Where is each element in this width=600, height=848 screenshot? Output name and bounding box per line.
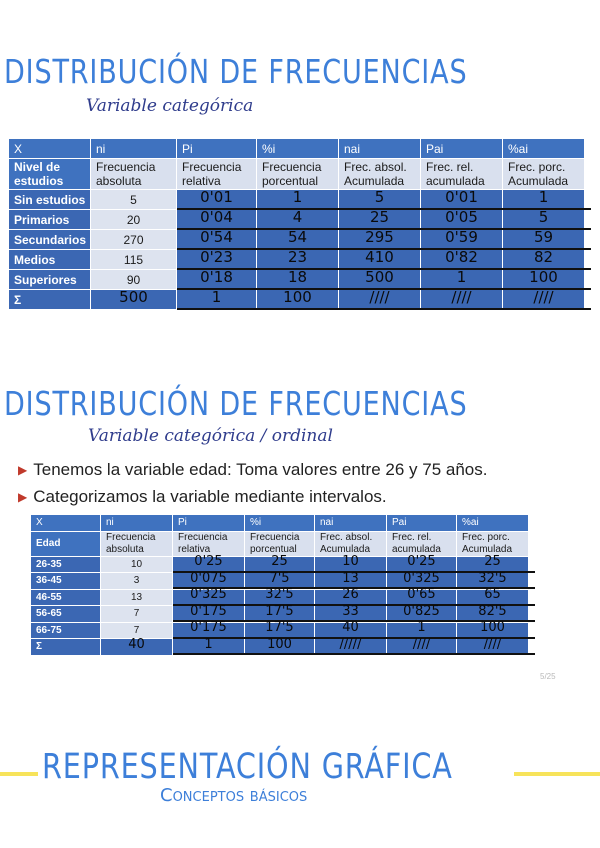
header-cell: Pai <box>421 139 503 159</box>
handwritten-value: 0'18 <box>200 267 233 286</box>
handwritten-value: 10 <box>342 554 359 569</box>
table-header-row <box>9 139 585 159</box>
row-ni: 20 <box>91 210 177 230</box>
sum-label: Σ <box>31 639 101 656</box>
pen-rule <box>173 653 536 655</box>
subheader-cell: Edad <box>31 531 101 556</box>
triangle-bullet-icon: ▶ <box>18 463 28 477</box>
handwritten-value: 0'825 <box>403 603 440 619</box>
handwritten-value: 1 <box>292 187 303 206</box>
handwritten-value: 0'04 <box>200 207 233 226</box>
handwritten-value: 0'01 <box>445 187 478 206</box>
row-ni: 90 <box>91 270 177 290</box>
table-header-row <box>31 515 529 532</box>
subheader-cell: Frecuencia absoluta <box>101 531 173 556</box>
handwritten-value: 1 <box>417 620 426 635</box>
row-ni: 115 <box>91 250 177 270</box>
row-label: 36-45 <box>31 573 101 590</box>
header-cell: nai <box>339 139 421 159</box>
right-yellow-line <box>514 772 600 776</box>
handwritten-sum: 1 <box>211 287 222 306</box>
section3-subtitle: Conceptos básicos <box>160 785 308 806</box>
handwritten-sum: //// <box>533 287 554 306</box>
header-cell: nai <box>315 515 387 532</box>
handwritten-value: 0'54 <box>200 227 233 246</box>
header-cell: %i <box>257 139 339 159</box>
subheader-cell: Frecuencia relativa <box>173 531 245 556</box>
handwritten-value: 0'05 <box>445 207 478 226</box>
header-cell: Pi <box>173 515 245 532</box>
section3-title: REPRESENTACIÓN GRÁFICA <box>42 747 453 787</box>
row-ni: 3 <box>101 573 173 590</box>
subheader-cell: Frec. absol. Acumulada <box>339 159 421 190</box>
handwritten-sum: 100 <box>283 287 312 306</box>
handwritten-value: 100 <box>480 620 505 635</box>
page-number: 5/25 <box>540 672 556 681</box>
handwritten-value: 32'5 <box>265 587 294 602</box>
handwritten-sum: 100 <box>267 636 292 652</box>
handwritten-value: 0'075 <box>190 570 227 586</box>
subheader-cell: Nivel de estudios <box>9 159 91 190</box>
bullet-item: ▶ Categorizamos la variable mediante intervalos. <box>18 487 387 506</box>
handwritten-value: 82'5 <box>478 603 507 619</box>
handwritten-value: 25 <box>271 554 288 569</box>
handwritten-value: 32'5 <box>478 570 507 586</box>
handwritten-sum: 1 <box>204 636 213 652</box>
handwritten-sum: 40 <box>128 636 145 652</box>
handwritten-sum: //// <box>451 287 472 306</box>
subheader-cell: Frecuencia relativa <box>177 159 257 190</box>
handwritten-sum: 500 <box>119 287 148 306</box>
row-label: 46-55 <box>31 589 101 606</box>
handwritten-value: 0'82 <box>445 247 478 266</box>
row-ni: 10 <box>101 556 173 573</box>
handwritten-value: 0'325 <box>190 587 227 602</box>
handwritten-value: 0'65 <box>407 587 436 602</box>
row-label: 56-65 <box>31 606 101 623</box>
pen-rule <box>177 308 592 310</box>
header-cell: Pi <box>177 139 257 159</box>
row-ni: 5 <box>91 190 177 210</box>
section2-subtitle: Variable categórica / ordinal <box>88 426 333 446</box>
subheader-cell: Frecuencia absoluta <box>91 159 177 190</box>
handwritten-value: 500 <box>365 267 394 286</box>
subheader-cell: Frec. absol. Acumulada <box>315 531 387 556</box>
row-label: Primarios <box>9 210 91 230</box>
handwritten-value: 23 <box>287 247 308 266</box>
handwritten-value: 40 <box>342 620 359 635</box>
handwritten-value: 17'5 <box>265 620 294 635</box>
handwritten-value: 0'23 <box>200 247 233 266</box>
subheader-cell: Frec. porc. Acumulada <box>503 159 585 190</box>
bullet-item: ▶ Tenemos la variable edad: Toma valores entre 26 y 75 años. <box>18 460 488 479</box>
handwritten-value: 0'25 <box>194 554 223 569</box>
handwritten-value: 54 <box>287 227 308 246</box>
subheader-cell: Frec. porc. Acumulada <box>457 531 529 556</box>
triangle-bullet-icon: ▶ <box>18 490 28 504</box>
handwritten-value: 25 <box>484 554 501 569</box>
handwritten-value: 65 <box>484 587 501 602</box>
row-label: 26-35 <box>31 556 101 573</box>
row-label: Medios <box>9 250 91 270</box>
row-ni: 13 <box>101 589 173 606</box>
handwritten-sum: //// <box>483 636 502 652</box>
handwritten-value: 82 <box>533 247 554 266</box>
handwritten-value: 1 <box>456 267 467 286</box>
handwritten-value: 100 <box>529 267 558 286</box>
handwritten-sum: //// <box>369 287 390 306</box>
handwritten-sum: //// <box>412 636 431 652</box>
header-cell: X <box>9 139 91 159</box>
handwritten-value: 0'01 <box>200 187 233 206</box>
row-ni: 270 <box>91 230 177 250</box>
section2-title: DISTRIBUCIÓN DE FRECUENCIAS <box>4 384 468 423</box>
sum-label: Σ <box>9 290 91 310</box>
header-cell: %ai <box>457 515 529 532</box>
row-ni: 7 <box>101 622 173 639</box>
header-cell: ni <box>101 515 173 532</box>
section1-title: DISTRIBUCIÓN DE FRECUENCIAS <box>4 52 468 91</box>
header-cell: %i <box>245 515 315 532</box>
handwritten-value: 5 <box>538 207 549 226</box>
handwritten-value: 13 <box>342 570 359 586</box>
bullet-list <box>18 456 578 510</box>
row-label: Sin estudios <box>9 190 91 210</box>
row-label: Secundarios <box>9 230 91 250</box>
handwritten-value: 410 <box>365 247 394 266</box>
handwritten-value: 0'59 <box>445 227 478 246</box>
handwritten-value: 5 <box>374 187 385 206</box>
subheader-cell: Frecuencia porcentual <box>245 531 315 556</box>
row-ni: 7 <box>101 606 173 623</box>
left-yellow-line <box>0 772 38 776</box>
header-cell: ni <box>91 139 177 159</box>
subheader-cell: Frecuencia porcentual <box>257 159 339 190</box>
subheader-cell: Frec. rel. acumulada <box>387 531 457 556</box>
header-cell: X <box>31 515 101 532</box>
row-label: Superiores <box>9 270 91 290</box>
table-subheader-row <box>9 159 585 190</box>
handwritten-value: 59 <box>533 227 554 246</box>
handwritten-value: 4 <box>292 207 303 226</box>
handwritten-value: 18 <box>287 267 308 286</box>
header-cell: Pai <box>387 515 457 532</box>
table-subheader-row <box>31 531 529 556</box>
subheader-cell: Frec. rel. acumulada <box>421 159 503 190</box>
handwritten-value: 25 <box>369 207 390 226</box>
row-label: 66-75 <box>31 622 101 639</box>
handwritten-value: 0'175 <box>190 620 227 635</box>
handwritten-value: 0'325 <box>403 570 440 586</box>
handwritten-value: 0'25 <box>407 554 436 569</box>
handwritten-value: 26 <box>342 587 359 602</box>
handwritten-value: 33 <box>342 603 359 619</box>
header-cell: %ai <box>503 139 585 159</box>
handwritten-value: 295 <box>365 227 394 246</box>
handwritten-sum: ///// <box>339 636 362 652</box>
handwritten-value: 0'175 <box>190 603 227 619</box>
handwritten-value: 7'5 <box>269 570 290 586</box>
handwritten-value: 17'5 <box>265 603 294 619</box>
section1-subtitle: Variable categórica <box>86 96 254 116</box>
handwritten-value: 1 <box>538 187 549 206</box>
